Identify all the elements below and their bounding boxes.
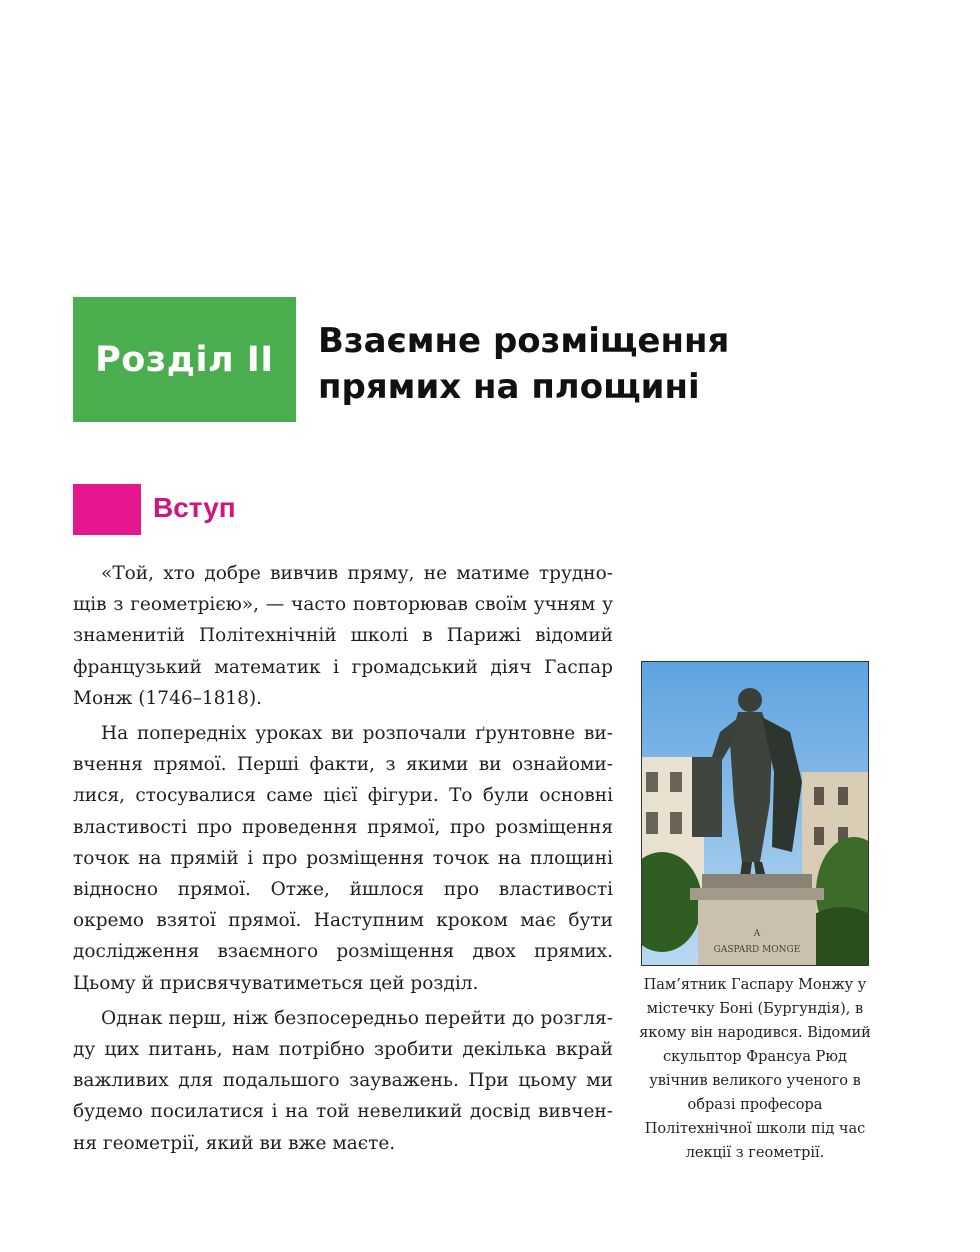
section-heading: Вступ <box>153 492 236 523</box>
chapter-title <box>318 318 838 410</box>
statue-illustration <box>642 662 868 965</box>
chapter-badge-label: Розділ ІІ <box>95 339 274 380</box>
pedestal-letter: A <box>753 929 761 939</box>
photo-caption: Пам’ятник Гаспару Монжу у містечку Боні (Бургундія), в якому він народився. Відомий скульптор Франсуа Рюд увічнив великого ученого в образі професора Політехнічної школи під час лекції з геометрії. <box>639 977 871 1161</box>
section-marker <box>73 484 141 535</box>
chapter-title-line-1: Взаємне розміщення <box>318 321 730 361</box>
chapter-badge <box>73 297 296 422</box>
monge-statue-photo <box>641 661 869 966</box>
paragraph-1: «Той, хто добре вивчив пряму, не матиме труднощів з геометрією», — часто повторював своїм учням у знаменитій Політехнічній школі в Парижі відомий французький математик і громадський діяч Гаспар Монж (1746–1818). <box>73 563 613 709</box>
chapter-title-line-2: прямих на площині <box>318 367 700 407</box>
pedestal-inscription: GASPARD MONGE <box>713 945 801 955</box>
paragraph-2: На попередніх уроках ви розпочали ґрунтовне вивчення прямої. Перші факти, з якими ви ознайомилися, стосувалися саме цієї фігури. То були основні властивості про проведення прямої, про розміщення точок на прямій і про розміщення точок на площині відносно прямої. Отже, йшлося про властивості окремо взятої прямої. Наступним кроком має бути дослідження взаємного розміщення двох прямих. Цьому й присвячуватиметься цей розділ. <box>73 723 613 994</box>
body-text <box>73 558 613 1163</box>
paragraph-3: Однак перш, ніж безпосередньо перейти до розгляду цих питань, нам потрібно зробити декілька вкрай важливих для подальшого зауважень. При цьому ми будемо посилатися і на той невеликий досвід вивчення геометрії, який ви вже маєте. <box>73 1007 613 1154</box>
